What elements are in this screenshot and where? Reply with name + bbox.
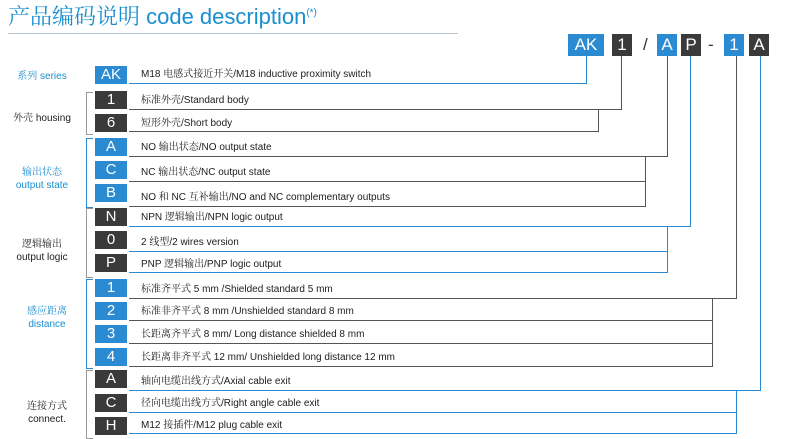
desc-distance-4: 长距离非齐平式 12 mm/ Unshielded long distance 12 mm [141,352,395,363]
code-box-logic-n: N [95,208,127,226]
group-label-connection: 连接方式 connect. [27,401,67,425]
group-label-housing: 外壳 housing [13,113,71,124]
code-box-state-a: A [95,138,127,156]
code-housing: 1 [612,34,632,56]
desc-distance-3: 长距离齐平式 8 mm/ Long distance shielded 8 mm [141,329,365,340]
group-label-series: 系列 series [17,71,67,82]
desc-distance-1: 标准齐平式 5 mm /Shielded standard 5 mm [141,284,333,295]
bracket-connection [86,370,93,439]
code-connection: A [749,34,769,56]
bracket-output-state [86,138,93,208]
group-label-output-state: 输出状态 output state [15,167,69,191]
code-distance: 1 [724,34,744,56]
page-title: 产品编码说明 code description(*) [8,4,317,29]
title-note: (*) [306,7,317,19]
code-box-state-c: C [95,161,127,179]
code-box-logic-p: P [95,254,127,272]
desc-housing-6: 短形外壳/Short body [141,118,233,129]
code-box-distance-2: 2 [95,302,127,320]
connector-connection [760,56,761,391]
title-divider [8,33,458,34]
code-slash: / [643,35,648,54]
desc-distance-2: 标准非齐平式 8 mm /Unshielded standard 8 mm [141,306,354,317]
desc-logic-0: 2 线型/2 wires version [141,237,239,248]
bracket-output-logic [86,208,93,278]
group-label-output-logic: 逻辑输出 output logic [16,239,68,263]
code-box-distance-4: 4 [95,348,127,366]
code-series: AK [568,34,604,56]
connector-series [586,56,587,84]
connector-output-logic [690,56,691,226]
code-box-ak: AK [95,66,127,84]
desc-housing-1: 标准外壳/Standard body [141,95,249,106]
code-box-distance-1: 1 [95,279,127,297]
desc-state-c: NC 输出状态/NC output state [141,167,271,178]
desc-state-b: NO 和 NC 互补输出/NO and NC complementary outputs [141,192,390,203]
code-box-connect-a: A [95,370,127,388]
bracket-housing [86,92,93,135]
desc-logic-p: PNP 逻辑输出/PNP logic output [141,259,282,270]
code-box-state-b: B [95,184,127,202]
connector-distance [736,56,737,299]
code-box-housing-6: 6 [95,114,127,132]
desc-connect-h: M12 接插件/M12 plug cable exit [141,420,283,431]
connector-output-state [667,56,668,156]
code-output-logic: P [681,34,701,56]
code-dash: - [708,35,714,54]
desc-logic-n: NPN 逻辑输出/NPN logic output [141,212,283,223]
code-box-connect-c: C [95,394,127,412]
group-label-distance: 感应距离 distance [27,306,67,330]
bracket-distance [86,279,93,369]
code-box-distance-3: 3 [95,325,127,343]
code-box-logic-0: 0 [95,231,127,249]
desc-state-a: NO 输出状态/NO output state [141,142,272,153]
code-box-connect-h: H [95,417,127,435]
desc-connect-a: 轴向电缆出线方式/Axial cable exit [141,376,291,387]
desc-ak: M18 电感式接近开关/M18 inductive proximity switch [141,69,372,80]
code-output-state: A [657,34,677,56]
code-box-housing-1: 1 [95,91,127,109]
connector-housing [621,56,622,110]
desc-connect-c: 径向电缆出线方式/Right angle cable exit [141,398,320,409]
